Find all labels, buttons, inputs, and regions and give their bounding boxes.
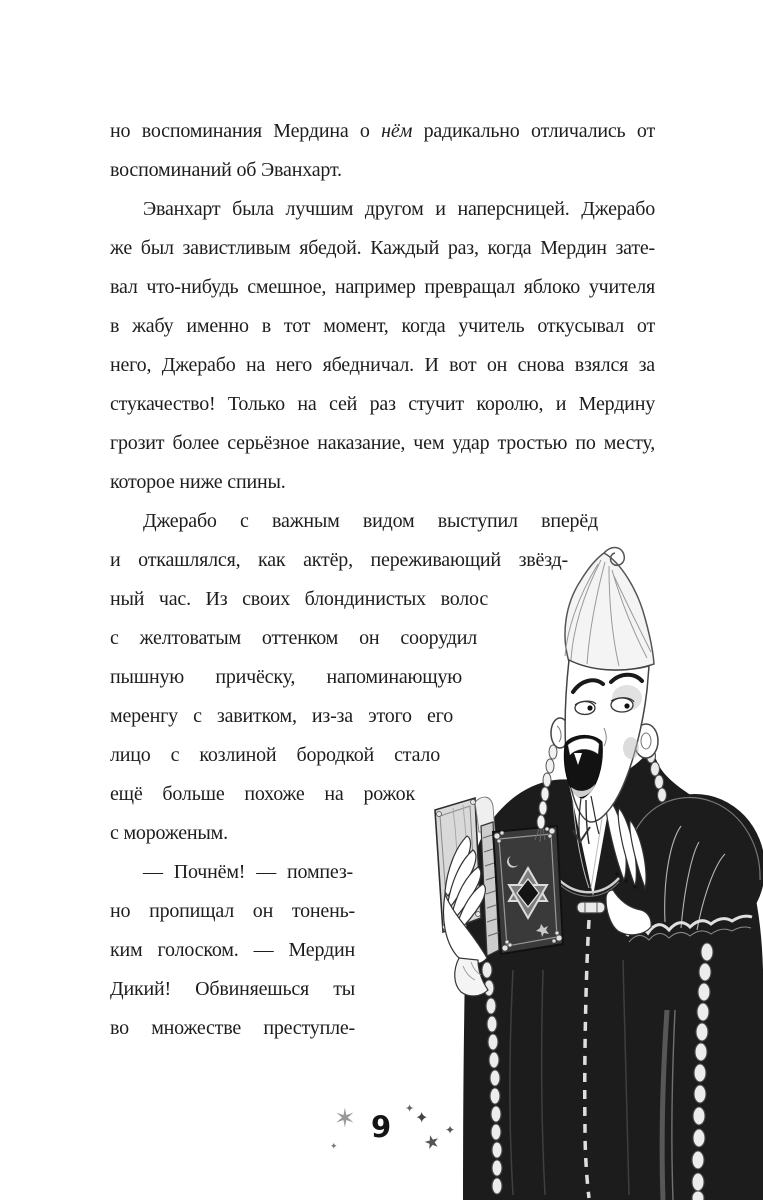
text-line bbox=[110, 151, 655, 190]
text-segment: меренгу с завитком, из-за этого его bbox=[110, 705, 453, 727]
text-segment: радикально отличались от bbox=[412, 120, 655, 142]
sparkle-icon: ✦ bbox=[445, 1123, 456, 1137]
text-segment: ким голоском. — Мердин bbox=[110, 939, 355, 961]
text-line bbox=[110, 268, 655, 307]
text-line bbox=[110, 463, 655, 502]
sparkle-icon: ★ bbox=[421, 1130, 443, 1155]
text-line bbox=[110, 190, 655, 229]
text-segment: с желтоватым оттенком он соорудил bbox=[110, 627, 477, 649]
cheek-blush bbox=[623, 737, 639, 759]
text-line bbox=[110, 736, 440, 775]
character-illustration bbox=[423, 540, 763, 1200]
text-line bbox=[110, 229, 655, 268]
text-segment: лицо с козлиной бородкой стало bbox=[110, 744, 440, 766]
text-segment: Эванхарт была лучшим другом и наперсницей. Джерабо bbox=[143, 198, 655, 220]
text-segment: ещё больше похоже на рожок bbox=[110, 783, 415, 805]
text-segment: в жабу именно в тот момент, когда учитель откусывал от bbox=[110, 315, 655, 337]
sparkle-icon: ✦ bbox=[330, 1142, 338, 1152]
text-line bbox=[110, 658, 462, 697]
text-line bbox=[110, 112, 655, 151]
sparkle-icon: ✶ bbox=[334, 1104, 356, 1134]
text-line bbox=[110, 346, 655, 385]
text-line bbox=[110, 970, 355, 1009]
text-line bbox=[110, 424, 655, 463]
text-segment: — Почнём! — помпез- bbox=[143, 861, 353, 883]
text-segment: с мороженым. bbox=[110, 822, 228, 844]
text-segment: но пропищал он тонень- bbox=[110, 900, 355, 922]
ring bbox=[633, 885, 637, 889]
text-segment: Дикий! Обвиняешься ты bbox=[110, 978, 355, 1000]
text-segment: грозит более серьёзное наказание, чем удар тростью по месту, bbox=[110, 432, 655, 454]
text-line bbox=[110, 892, 355, 931]
page-number: 9 bbox=[371, 1110, 392, 1144]
text-segment: воспоминаний об Эванхарт. bbox=[110, 159, 342, 181]
text-segment: во множестве преступле- bbox=[110, 1017, 355, 1039]
jerabo-drawing bbox=[423, 540, 763, 1200]
text-segment: же был завистливым ябедой. Каждый раз, когда Мердин зате- bbox=[110, 237, 655, 259]
right-eye bbox=[611, 698, 633, 712]
italic-text: нём bbox=[381, 120, 413, 142]
text-line bbox=[110, 697, 453, 736]
text-line bbox=[110, 385, 655, 424]
text-line bbox=[110, 853, 353, 892]
sparkle-icon: ✦ bbox=[415, 1108, 429, 1127]
text-segment: вал что-нибудь смешное, например превращал яблоко учителя bbox=[110, 276, 655, 298]
text-line bbox=[110, 931, 355, 970]
text-line bbox=[110, 307, 655, 346]
text-segment: пышную причёску, напоминающую bbox=[110, 666, 462, 688]
text-line bbox=[110, 619, 477, 658]
text-segment: которое ниже спины. bbox=[110, 471, 286, 493]
text-segment: и откашлялся, как актёр, переживающий звёзд- bbox=[110, 549, 568, 571]
text-line bbox=[110, 775, 415, 814]
text-segment: ный час. Из своих блондинистых волос bbox=[110, 588, 488, 610]
text-line bbox=[110, 502, 598, 541]
text-segment: но воспоминания Мердина о bbox=[110, 120, 382, 142]
text-segment: стукачество! Только на сей раз стучит королю, и Мердину bbox=[110, 393, 655, 415]
pompadour-hair bbox=[565, 547, 654, 670]
text-line bbox=[110, 1009, 355, 1048]
text-segment: Джерабо с важным видом выступил вперёд bbox=[143, 510, 598, 532]
text-segment: него, Джерабо на него ябедничал. И вот он снова взялся за bbox=[110, 354, 655, 376]
sparkle-icon: ✦ bbox=[405, 1102, 415, 1115]
robe-clasp bbox=[577, 902, 605, 913]
ring bbox=[624, 879, 628, 883]
